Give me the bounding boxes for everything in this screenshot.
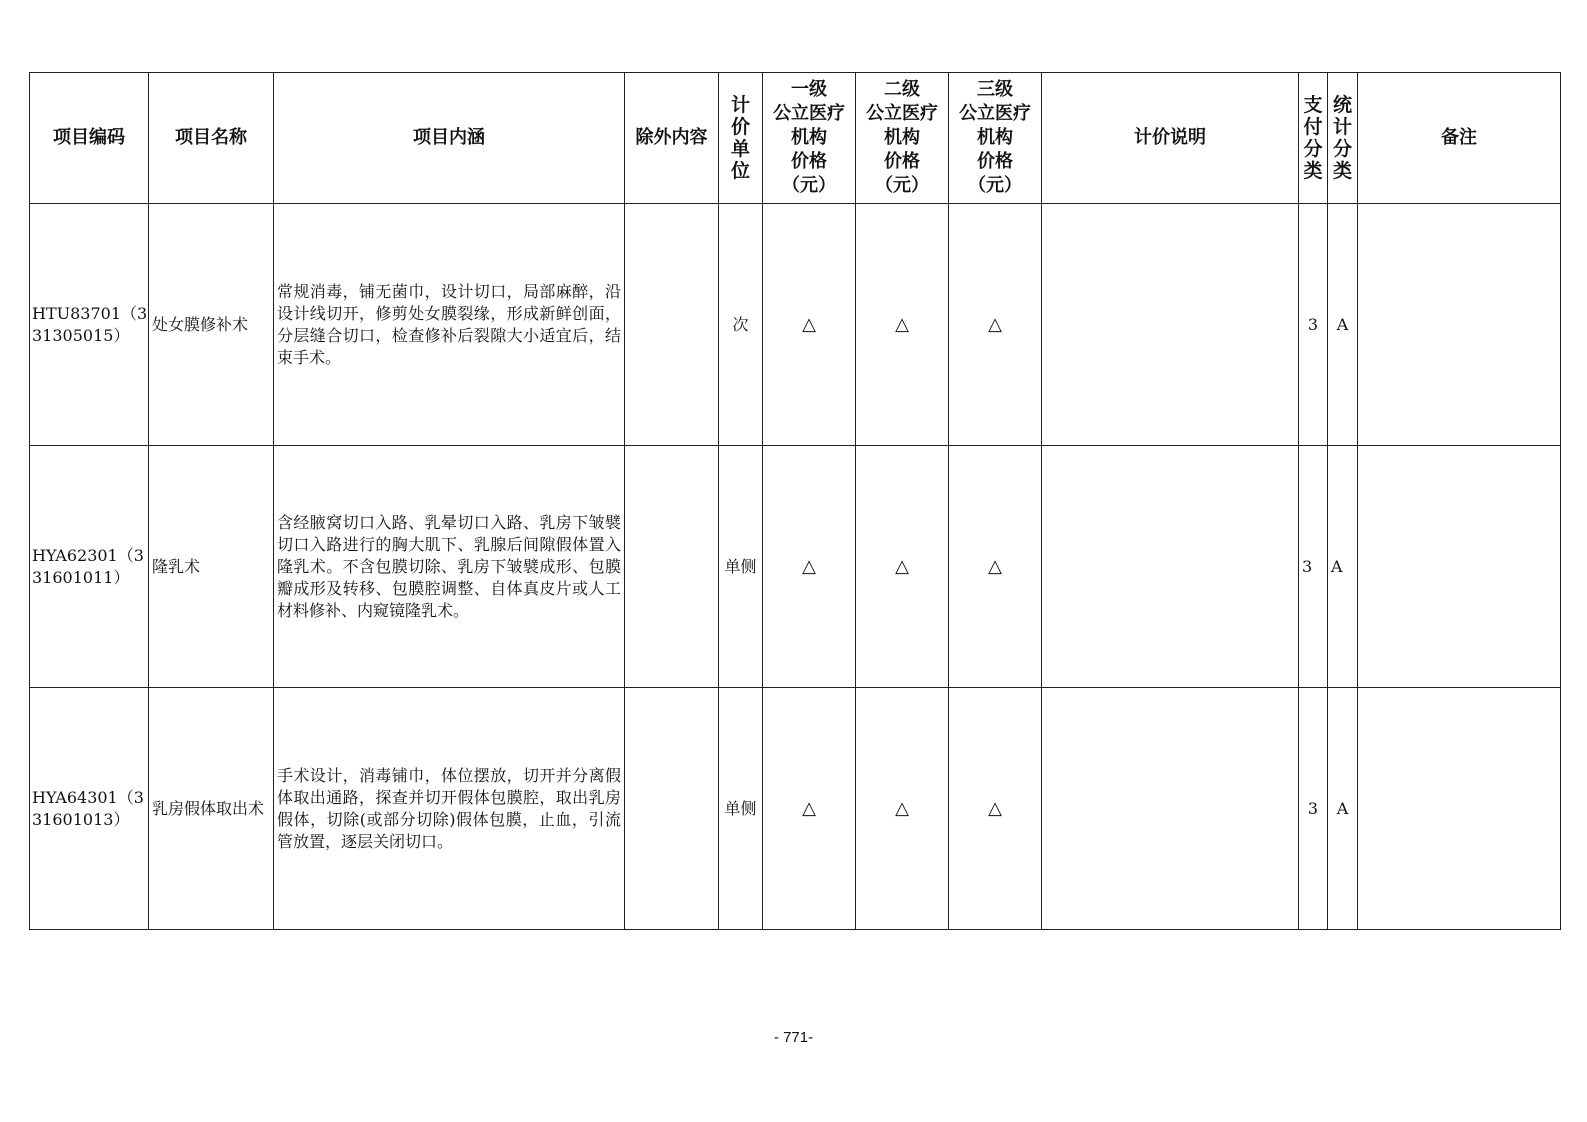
cell-stat-class: A (1328, 446, 1358, 688)
page-number: - 771- (773, 1029, 814, 1046)
header-level3-price: 三级 公立医疗 机构 价格 （元） (949, 73, 1042, 204)
cell-code: HTU83701（331305015） (30, 204, 149, 446)
cell-level1-price: △ (763, 688, 856, 930)
cell-remarks (1358, 446, 1561, 688)
cell-name: 处女膜修补术 (149, 204, 274, 446)
cell-pricing-notes (1042, 446, 1299, 688)
cell-level2-price: △ (856, 688, 949, 930)
header-unit: 计 价 单 位 (719, 73, 763, 204)
cell-content: 常规消毒，铺无菌巾，设计切口，局部麻醉，沿设计线切开，修剪处女膜裂缘，形成新鲜创面，分层缝合切口，检查修补后裂隙大小适宜后，结束手术。 (274, 204, 625, 446)
header-stat-class: 统 计 分 类 (1328, 73, 1358, 204)
cell-level3-price: △ (949, 204, 1042, 446)
price-table (29, 72, 1561, 930)
cell-name: 隆乳术 (149, 446, 274, 688)
cell-level3-price: △ (949, 446, 1042, 688)
header-level2-price: 二级 公立医疗 机构 价格 （元） (856, 73, 949, 204)
cell-remarks (1358, 204, 1561, 446)
cell-code: HYA62301（331601011） (30, 446, 149, 688)
cell-unit: 单侧 (719, 688, 763, 930)
cell-code: HYA64301（331601013） (30, 688, 149, 930)
cell-payment-class: 3 (1299, 446, 1328, 688)
header-payment-class: 支 付 分 类 (1299, 73, 1328, 204)
cell-pricing-notes (1042, 688, 1299, 930)
cell-exclusions (625, 204, 719, 446)
cell-remarks (1358, 688, 1561, 930)
cell-stat-class: A (1328, 204, 1358, 446)
cell-content: 含经腋窝切口入路、乳晕切口入路、乳房下皱襞切口入路进行的胸大肌下、乳腺后间隙假体置入隆乳术。不含包膜切除、乳房下皱襞成形、包膜瓣成形及转移、包膜腔调整、自体真皮片或人工材料修补、内窥镜隆乳术。 (274, 446, 625, 688)
cell-level2-price: △ (856, 446, 949, 688)
cell-exclusions (625, 446, 719, 688)
cell-level3-price: △ (949, 688, 1042, 930)
cell-level1-price: △ (763, 204, 856, 446)
table-row (30, 688, 1561, 930)
cell-unit: 次 (719, 204, 763, 446)
cell-content: 手术设计，消毒铺巾，体位摆放，切开并分离假体取出通路，探查并切开假体包膜腔，取出乳房假体，切除(或部分切除)假体包膜，止血，引流管放置，逐层关闭切口。 (274, 688, 625, 930)
table-header-row (30, 73, 1561, 204)
cell-level2-price: △ (856, 204, 949, 446)
cell-level1-price: △ (763, 446, 856, 688)
header-content: 项目内涵 (274, 73, 625, 204)
cell-stat-class: A (1328, 688, 1358, 930)
header-code: 项目编码 (30, 73, 149, 204)
cell-exclusions (625, 688, 719, 930)
cell-payment-class: 3 (1299, 204, 1328, 446)
header-remarks: 备注 (1358, 73, 1561, 204)
cell-name: 乳房假体取出术 (149, 688, 274, 930)
table-row (30, 446, 1561, 688)
cell-unit: 单侧 (719, 446, 763, 688)
header-level1-price: 一级 公立医疗 机构 价格 （元） (763, 73, 856, 204)
header-name: 项目名称 (149, 73, 274, 204)
header-exclusions: 除外内容 (625, 73, 719, 204)
table-row (30, 204, 1561, 446)
header-pricing-notes: 计价说明 (1042, 73, 1299, 204)
cell-pricing-notes (1042, 204, 1299, 446)
cell-payment-class: 3 (1299, 688, 1328, 930)
